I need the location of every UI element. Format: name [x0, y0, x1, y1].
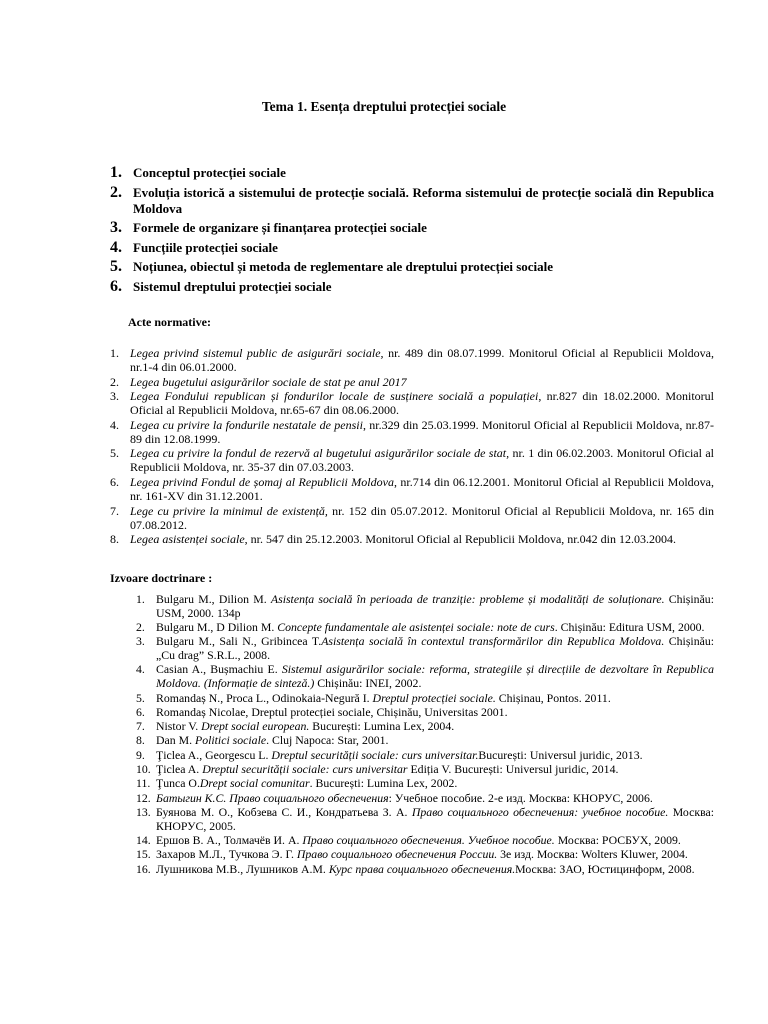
act-text: [130, 532, 714, 546]
act-item: [110, 504, 714, 532]
source-number: 7.: [136, 719, 145, 734]
act-title: Legea cu privire la fondurile nestatale de pensii: [130, 417, 363, 432]
source-title: Dreptul protecției sociale.: [372, 690, 496, 705]
act-item: [110, 346, 714, 374]
act-number: 7.: [110, 503, 119, 518]
act-item: [110, 375, 714, 389]
source-number: 2.: [136, 620, 145, 635]
source-text: [156, 621, 714, 635]
source-publication: București: Lumina Lex, 2004.: [309, 719, 455, 734]
source-authors: Ţunca O.: [156, 776, 200, 791]
source-item: [136, 692, 714, 706]
act-title: Legea privind sistemul public de asigurări sociale,: [130, 346, 384, 360]
source-item: [136, 777, 714, 791]
topic-text: Funcțiile protecției sociale: [133, 239, 278, 255]
source-publication: Chișinău: „Cu drag” S.R.L., 2008.: [156, 634, 714, 663]
source-item: [136, 621, 714, 635]
source-number: 9.: [136, 747, 145, 762]
act-number: 5.: [110, 446, 119, 461]
source-publication: . București: Lumina Lex, 2002.: [309, 776, 458, 791]
topic-item: [110, 240, 714, 256]
source-number: 11.: [136, 776, 151, 791]
source-number: 5.: [136, 690, 145, 705]
source-text: [156, 863, 714, 877]
source-authors: Bulgaru M., Dilion M.: [156, 592, 271, 606]
source-text: [156, 792, 714, 806]
source-authors: Casian A., Bușmachiu E.: [156, 662, 282, 677]
source-authors: Romandaș N., Proca L., Odinokaia-Negură I.: [156, 690, 373, 705]
act-text: [130, 504, 714, 532]
source-title: Drept social european.: [201, 719, 310, 734]
topic-item: [110, 259, 714, 275]
source-authors: Bulgaru M., Sali N., Gribincea T.: [156, 634, 322, 649]
source-authors: Ţiclea A., Georgescu L.: [156, 747, 272, 762]
act-title: Legea cu privire la fondul de rezervă al bugetului asigurărilor sociale de stat,: [130, 446, 510, 461]
act-title: Legea privind Fondul de șomaj al Republicii Moldova: [130, 474, 394, 489]
source-authors: Romandaș Nicolae, Dreptul protecției sociale, Chișinău, Universitas 2001.: [156, 704, 508, 719]
source-title: Sistemul asigurărilor sociale: reforma, strategiile și direcțiile de dezvoltare în Republica Moldova. (Informație de sinteză.): [156, 662, 714, 691]
act-details: , nr.714 din 06.12.2001. Monitorul Oficial al Republicii Moldova, nr. 161-XV din 31.12.2001.: [130, 474, 714, 503]
source-publication: Москва: КНОРУС, 2005.: [156, 804, 715, 833]
source-text: [156, 692, 714, 706]
source-title: Право социального обеспечения России.: [296, 847, 498, 862]
source-title: Батыгин К.С. Право социального обеспечения: [156, 790, 389, 805]
source-item: [136, 848, 714, 862]
topic-item: [110, 220, 714, 236]
topic-item: [110, 165, 714, 181]
act-text: [130, 475, 714, 503]
topic-number: 1.: [110, 164, 122, 181]
source-item: [136, 749, 714, 763]
source-text: [156, 834, 714, 848]
source-title: Concepte fundamentale ale asistenței sociale: note de curs: [277, 620, 555, 635]
source-text: [156, 806, 714, 834]
source-text: [156, 763, 714, 777]
source-publication: . Cluj Napoca: Star, 2001.: [266, 733, 389, 748]
act-details: nr. 489 din 08.07.1999. Monitorul Oficial al Republicii Moldova, nr.1-4 din 06.01.2000.: [130, 346, 714, 374]
act-item: [110, 532, 714, 546]
acts-heading: Acte normative:: [128, 315, 211, 329]
source-publication: Ediția V. București: Universul juridic, 2014.: [407, 762, 619, 777]
source-item: [136, 734, 714, 748]
source-item: [136, 763, 714, 777]
source-authors: Буянова М. О., Кобзева С. И., Кондратьева З. А.: [156, 804, 412, 819]
source-title: Asistența socială în perioada de tranziție: probleme și modalități de soluționare.: [270, 592, 665, 606]
source-number: 13.: [136, 804, 151, 819]
source-text: [156, 749, 714, 763]
act-number: 3.: [110, 389, 119, 404]
source-title: Dreptul securității sociale: curs universitar.: [271, 747, 479, 762]
source-number: 4.: [136, 662, 145, 677]
act-item: [110, 475, 714, 503]
source-number: 12.: [136, 790, 151, 805]
source-number: 8.: [136, 733, 145, 748]
source-publication: Chișinau, Pontos. 2011.: [495, 690, 611, 705]
source-number: 14.: [136, 833, 151, 848]
source-item: [136, 720, 714, 734]
act-item: [110, 389, 714, 417]
topic-item: [110, 279, 714, 295]
source-publication: : Учебное пособие. 2-е изд. Москва: КНОРУС, 2006.: [388, 790, 653, 805]
act-item: [110, 418, 714, 446]
act-details: , nr.329 din 25.03.1999. Monitorul Oficial al Republicii Moldova, nr.87- 89 din 12.08.1999.: [130, 417, 715, 446]
source-authors: Ершов В. А., Толмачёв И. А.: [156, 833, 303, 848]
act-number: 1.: [110, 346, 119, 360]
topic-text: Evoluția istorică a sistemului de protecție socială. Reforma sistemului de protecție socială din Republica Moldova: [133, 184, 714, 216]
source-text: [156, 635, 714, 663]
act-text: [130, 418, 714, 446]
source-number: 10.: [136, 762, 151, 777]
topic-number: 6.: [110, 277, 122, 295]
topic-text: Noțiunea, obiectul și metoda de reglementare ale dreptului protecției sociale: [133, 259, 554, 274]
sources-heading: Izvoare doctrinare :: [110, 571, 213, 585]
source-text: [156, 734, 714, 748]
act-details: , nr.827 din 18.02.2000. Monitorul Oficial al Republicii Moldova, nr.65-67 din 08.06.2000.: [130, 389, 714, 418]
topic-list: [110, 165, 714, 298]
act-text: [130, 446, 714, 474]
topic-text: Conceptul protecției sociale: [133, 165, 286, 180]
act-item: [110, 446, 714, 474]
act-details: nr. 1 din 06.02.2003. Monitorul Oficial al Republicii Moldova, nr. 35-37 din 07.03.2003.: [130, 446, 714, 475]
source-item: [136, 863, 714, 877]
source-number: 3.: [136, 634, 145, 649]
source-authors: Лушникова М.В., Лушников А.М.: [156, 861, 329, 876]
act-number: 4.: [110, 417, 119, 432]
source-publication: . Chișinău: Editura USM, 2000.: [554, 620, 705, 635]
source-item: [136, 706, 714, 720]
source-text: [156, 706, 714, 720]
act-text: [130, 375, 714, 389]
source-publication: Москва: ЗАО, Юстицинформ, 2008.: [515, 861, 695, 876]
source-number: 16.: [136, 861, 151, 876]
source-publication: București: Universul juridic, 2013.: [478, 747, 643, 762]
topic-text: Formele de organizare și finanțarea protecției sociale: [133, 220, 427, 235]
source-number: 15.: [136, 847, 151, 862]
source-text: [156, 593, 714, 621]
topic-number: 5.: [110, 258, 122, 275]
source-authors: Dan M.: [156, 733, 195, 748]
source-item: [136, 834, 714, 848]
act-details: nr. 152 din 05.07.2012. Monitorul Oficial al Republicii Moldova, nr. 165 din 07.08.2012.: [130, 503, 714, 532]
source-authors: Nistor V.: [156, 719, 202, 734]
source-authors: Ţiclea A.: [156, 762, 203, 777]
act-title: Lege cu privire la minimul de existență,: [130, 503, 328, 518]
act-number: 6.: [110, 474, 119, 489]
act-details: , nr. 547 din 25.12.2003. Monitorul Oficial al Republicii Moldova, nr.042 din 12.03.2004.: [244, 532, 676, 547]
source-title: Курс права социального обеспечения.: [328, 861, 516, 876]
source-item: [136, 593, 714, 621]
document-title: Tema 1. Esența dreptului protecției sociale: [261, 99, 507, 114]
topic-item: [110, 185, 714, 217]
source-title: Asistența socială în contextul transformărilor din Republica Moldova.: [321, 634, 665, 649]
sources-list: [136, 593, 714, 877]
source-text: [156, 777, 714, 791]
source-title: Dreptul securității sociale: curs universitar: [202, 762, 408, 777]
source-publication: Москва: РОСБУХ, 2009.: [554, 833, 681, 848]
source-title: Politici sociale: [195, 733, 267, 748]
source-item: [136, 663, 714, 691]
act-text: [130, 346, 714, 374]
source-item: [136, 635, 714, 663]
source-title: Drept social comunitar: [199, 776, 310, 791]
act-text: [130, 389, 714, 417]
act-title: Legea asistenței sociale: [130, 532, 245, 547]
source-text: [156, 663, 714, 691]
act-title: Legea Fondului republican și fondurilor locale de susținere socială a populației: [130, 389, 539, 404]
source-number: 6.: [136, 704, 145, 719]
source-text: [156, 720, 714, 734]
source-authors: Захаров М.Л., Тучкова Э. Г.: [156, 847, 297, 862]
act-title: Legea bugetului asigurărilor sociale de stat pe anul 2017: [130, 374, 407, 389]
topic-number: 3.: [110, 219, 122, 236]
act-number: 8.: [110, 532, 119, 547]
topic-text: Sistemul dreptului protecției sociale: [133, 278, 332, 294]
topic-number: 4.: [110, 238, 122, 256]
source-text: [156, 848, 714, 862]
source-number: 1.: [136, 592, 145, 606]
source-title: Право социального обеспечения: учебное пособие.: [411, 804, 669, 819]
source-publication: Chișinău: INEI, 2002.: [314, 676, 422, 691]
source-authors: Bulgaru M., D Dilion M.: [156, 620, 278, 635]
source-item: [136, 806, 714, 834]
source-publication: Chișinău: USM, 2000. 134p: [156, 592, 714, 620]
source-publication: 3е изд. Москва: Wolters Kluwer, 2004.: [497, 847, 688, 862]
source-item: [136, 792, 714, 806]
acts-list: [110, 346, 714, 547]
topic-number: 2.: [110, 183, 122, 201]
act-number: 2.: [110, 374, 119, 389]
source-title: Право социального обеспечения. Учебное пособие.: [302, 833, 555, 848]
